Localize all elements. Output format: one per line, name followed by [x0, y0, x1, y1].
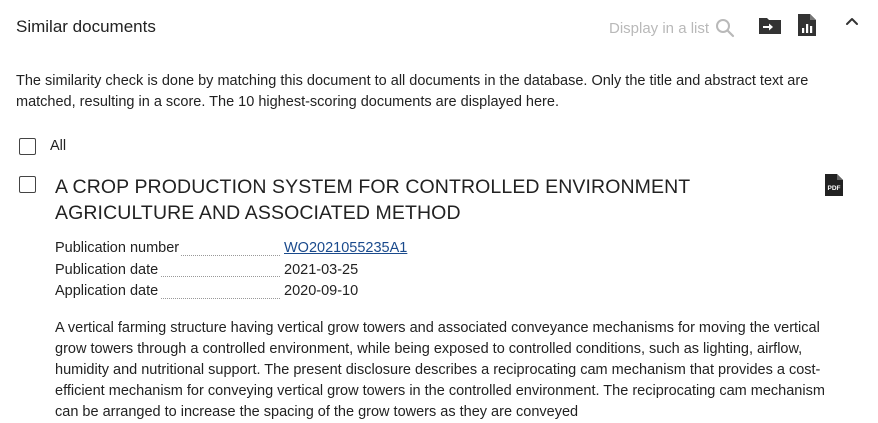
- collapse-button[interactable]: [840, 10, 864, 36]
- meta-label: Publication number: [55, 240, 180, 256]
- select-all-label: All: [50, 138, 67, 154]
- document-checkbox[interactable]: [19, 176, 36, 193]
- publication-date-value: 2021-03-25: [284, 261, 359, 278]
- analytics-report-icon: [797, 13, 817, 42]
- similarity-description: The similarity check is done by matching this document to all documents in the database. Only the title and abstract text are matched, resulting in a score. The 10 highest-scoring documents are displayed here.: [16, 73, 809, 110]
- display-in-list-label: Display in a list: [609, 19, 710, 37]
- pdf-icon: [824, 184, 844, 201]
- display-in-list-button[interactable]: [609, 18, 735, 38]
- analytics-report-button[interactable]: [795, 14, 819, 40]
- meta-row-publication-date: [55, 260, 407, 282]
- select-all-row: [19, 138, 66, 155]
- meta-row-application-date: [55, 281, 407, 303]
- document-title[interactable]: A CROP PRODUCTION SYSTEM FOR CONTROLLED ENVIRONMENT AGRICULTURE AND ASSOCIATED METHOD: [55, 176, 690, 224]
- export-button[interactable]: [758, 14, 782, 40]
- section-title: Similar documents: [16, 17, 156, 36]
- document-metadata: [55, 238, 407, 303]
- pdf-download-button[interactable]: [824, 173, 844, 202]
- export-icon: [758, 15, 782, 40]
- document-select-row: [19, 176, 36, 193]
- application-date-value: 2020-09-10: [284, 283, 359, 299]
- pdf-badge-text: PDF: [827, 185, 841, 192]
- search-icon: [715, 18, 735, 38]
- publication-number-link[interactable]: WO2021055235A1: [284, 240, 408, 256]
- section-header: [0, 0, 878, 54]
- select-all-checkbox[interactable]: [19, 138, 36, 155]
- meta-label: Publication date: [55, 261, 159, 278]
- meta-row-publication-number: [55, 238, 407, 260]
- document-abstract: A vertical farming structure having vertical grow towers and associated conveyance mechanisms for moving the vertical grow towers through a controlled environment, while being exposed to controlled conditions, such as lighting, airflow, humidity and nutritional support. The present disclosure describes a reciprocating cam mechanism that provides a cost-efficient mechanism for conveying vertical grow towers in the controlled environment. The reciprocating cam mechanism can be arranged to increase the spacing of the grow towers as they are conveyed: [55, 320, 825, 420]
- meta-label: Application date: [55, 283, 159, 299]
- chevron-up-icon: [844, 13, 860, 34]
